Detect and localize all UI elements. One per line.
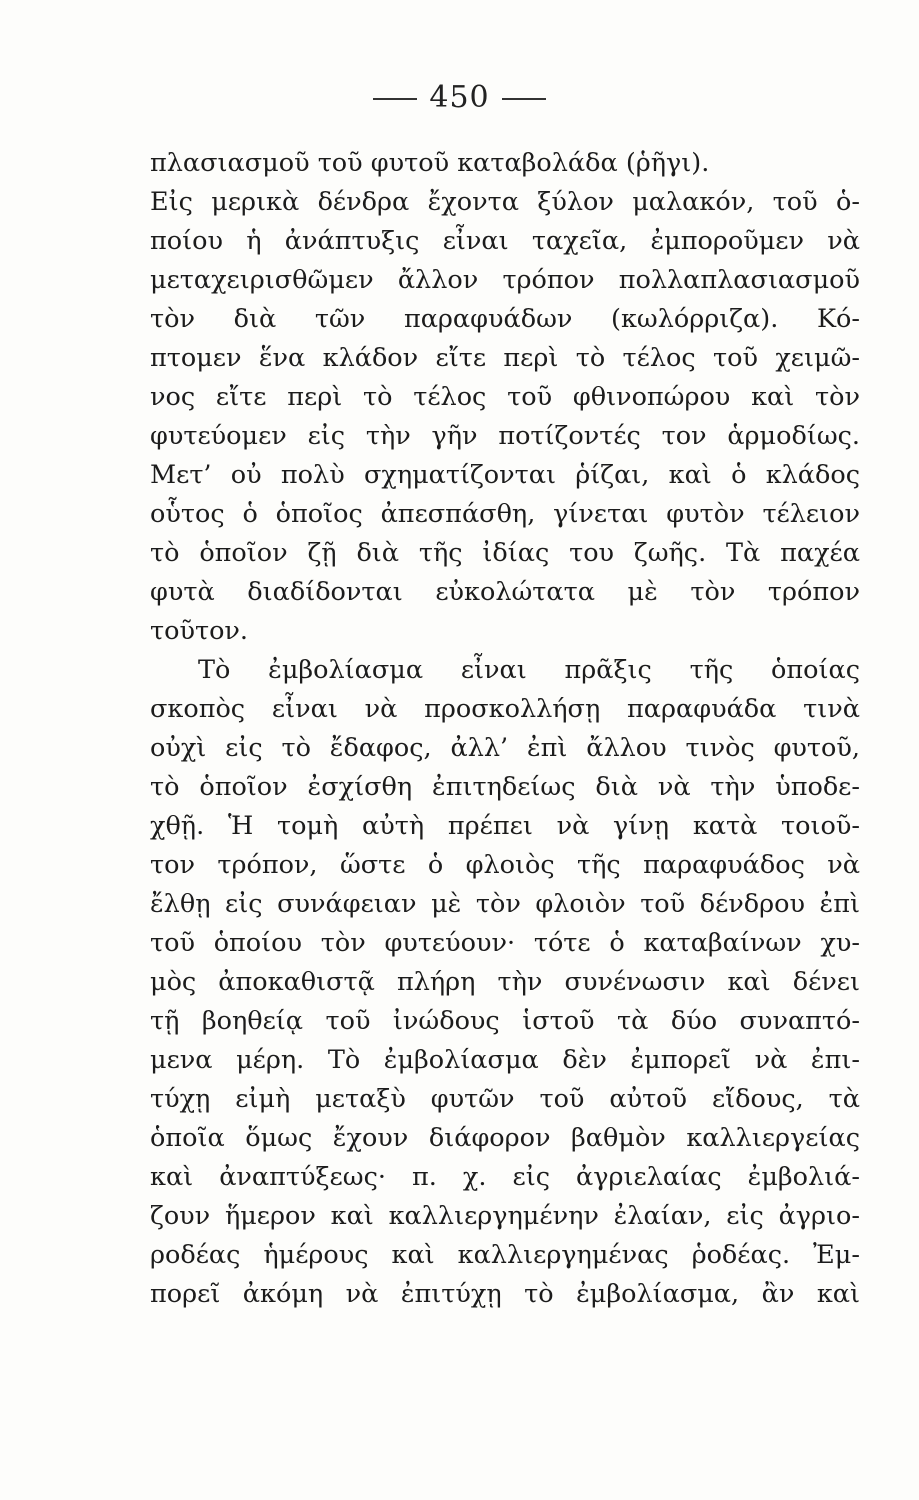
text-line: μεταχειρισθῶμεν ἄλλον τρόπον πολλαπλασιασμοῦ: [150, 265, 860, 295]
header-dash-left: [373, 98, 417, 100]
text-line: πτομεν ἕνα κλάδον εἴτε περὶ τὸ τέλος τοῦ χειμῶ-: [150, 343, 860, 373]
text-line: χθῇ. Ἡ τομὴ αὐτὴ πρέπει νὰ γίνῃ κατὰ τοιοῦ-: [150, 811, 860, 841]
text-line: πορεῖ ἀκόμη νὰ ἐπιτύχῃ τὸ ἐμβολίασμα, ἂν καὶ: [150, 1279, 860, 1309]
text-line: ροδέας ἡμέρους καὶ καλλιεργημένας ῥοδέας. Ἐμ-: [150, 1240, 860, 1270]
page-text: [150, 144, 860, 1314]
text-line: πλασιασμοῦ τοῦ φυτοῦ καταβολάδα (ῥῆγι).: [150, 148, 710, 178]
text-line: Μετ’ οὐ πολὺ σχηματίζονται ῥίζαι, καὶ ὁ κλάδος: [150, 460, 860, 490]
page-number: 450: [429, 80, 490, 115]
text-line: καὶ ἀναπτύξεως· π. χ. εἰς ἀγριελαίας ἐμβολιά-: [150, 1162, 860, 1192]
text-line: τύχῃ εἰμὴ μεταξὺ φυτῶν τοῦ αὐτοῦ εἴδους, τὰ: [150, 1084, 860, 1114]
text-line: Τὸ ἐμβολίασμα εἶναι πρᾶξις τῆς ὁποίας: [198, 655, 860, 685]
text-line: τοῦτον.: [150, 616, 249, 646]
text-line: νος εἴτε περὶ τὸ τέλος τοῦ φθινοπώρου καὶ τὸν: [150, 382, 860, 412]
text-line: φυτεύομεν εἰς τὴν γῆν ποτίζοντές τον ἁρμοδίως.: [150, 421, 860, 451]
text-line: μὸς ἀποκαθιστᾷ πλήρη τὴν συνένωσιν καὶ δένει: [150, 967, 860, 997]
text-line: τὸν διὰ τῶν παραφυάδων (κωλόρριζα). Κό-: [150, 304, 860, 334]
text-line: ὁποῖα ὅμως ἔχουν διάφορον βαθμὸν καλλιεργείας: [150, 1123, 860, 1153]
text-line: τῇ βοηθείᾳ τοῦ ἰνώδους ἱστοῦ τὰ δύο συναπτό-: [150, 1006, 860, 1036]
text-line: ζουν ἥμερον καὶ καλλιεργημένην ἐλαίαν, εἰς ἀγριο-: [150, 1201, 860, 1231]
text-line: ἔλθῃ εἰς συνάφειαν μὲ τὸν φλοιὸν τοῦ δένδρου ἐπὶ: [150, 889, 860, 919]
text-line: σκοπὸς εἶναι νὰ προσκολλήσῃ παραφυάδα τινὰ: [150, 694, 860, 724]
text-line: Εἰς μερικὰ δένδρα ἔχοντα ξύλον μαλακόν, τοῦ ὁ-: [150, 187, 860, 217]
text-line: φυτὰ διαδίδονται εὐκολώτατα μὲ τὸν τρόπον: [150, 577, 860, 607]
page-header: [0, 80, 919, 115]
text-line: τὸ ὁποῖον ζῇ διὰ τῆς ἰδίας του ζωῆς. Τὰ παχέα: [150, 538, 860, 568]
text-line: οὗτος ὁ ὁποῖος ἀπεσπάσθη, γίνεται φυτὸν τέλειον: [150, 499, 860, 529]
text-line: τὸ ὁποῖον ἐσχίσθη ἐπιτηδείως διὰ νὰ τὴν ὑποδε-: [150, 772, 860, 802]
text-line: ποίου ἡ ἀνάπτυξις εἶναι ταχεῖα, ἐμποροῦμεν νὰ: [150, 226, 860, 256]
text-line: τον τρόπον, ὥστε ὁ φλοιὸς τῆς παραφυάδος νὰ: [150, 850, 860, 880]
text-line: τοῦ ὁποίου τὸν φυτεύουν· τότε ὁ καταβαίνων χυ-: [150, 928, 860, 958]
header-dash-right: [502, 98, 546, 100]
text-line: μενα μέρη. Τὸ ἐμβολίασμα δὲν ἐμπορεῖ νὰ ἐπι-: [150, 1045, 860, 1075]
text-line: οὐχὶ εἰς τὸ ἔδαφος, ἀλλ’ ἐπὶ ἄλλου τινὸς φυτοῦ,: [150, 733, 860, 763]
